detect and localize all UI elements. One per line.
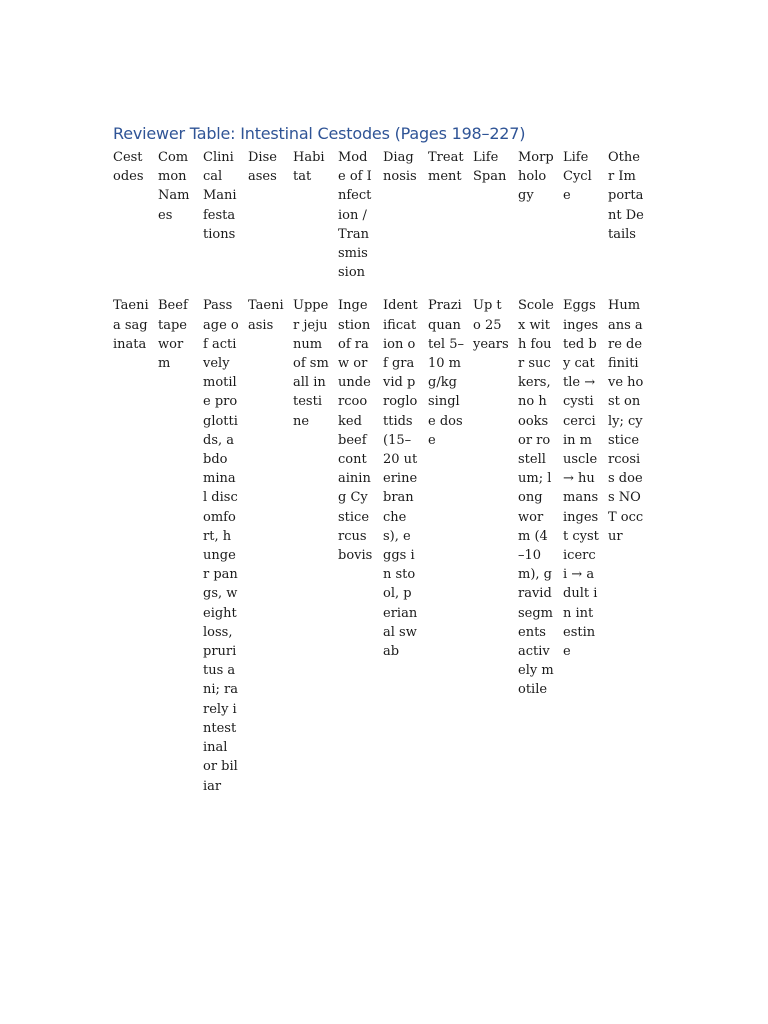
cell-life-cycle: Eggs ingested by cattle → cysticerci in muscle → humans ingest cysticerci → adult in intestine xyxy=(563,298,599,660)
cell-cestode-name: Taenia saginata xyxy=(113,298,149,352)
header-life-cycle: Life Cycle xyxy=(563,150,592,204)
header-life-span: Life Span xyxy=(473,150,507,185)
table-header-row xyxy=(108,146,648,294)
header-diagnosis: Diagnosis xyxy=(383,150,417,185)
cell-diagnosis: Identification of gravid proglottids (15–20 uterine branches), eggs in stool, perianal swab xyxy=(383,298,418,660)
header-habitat: Habitat xyxy=(293,150,325,185)
header-mode-of-infection: Mode of Infection / Transmission xyxy=(338,150,372,281)
header-treatment: Treatment xyxy=(428,150,464,185)
page-title: Reviewer Table: Intestinal Cestodes (Pages 198–227) xyxy=(113,124,526,143)
cell-habitat: Upper jejunum of small intestine xyxy=(293,298,329,429)
header-cestodes: Cestodes xyxy=(113,150,144,185)
table-row xyxy=(108,294,648,795)
reviewer-table xyxy=(108,146,648,796)
cell-disease: Taeniasis xyxy=(248,298,284,333)
cell-common-name: Beef tapeworm xyxy=(158,298,188,372)
header-common-names: Common Names xyxy=(158,150,190,223)
header-clinical-manifestations: Clinical Manifestations xyxy=(203,150,237,242)
cell-morphology: Scolex with four suckers, no hooks or rostellum; long worm (4–10 m), gravid segments actively motile xyxy=(518,298,554,698)
cell-mode-of-infection: Ingestion of raw or undercooked beef containing Cysticercus bovis xyxy=(338,298,373,564)
cell-life-span: Up to 25 years xyxy=(473,298,509,352)
header-other-details: Other Important Details xyxy=(608,150,644,242)
header-diseases: Diseases xyxy=(248,150,277,185)
cell-other-details: Humans are definitive host only; cysticercosis does NOT occur xyxy=(608,298,644,544)
cell-treatment: Praziquantel 5–10 mg/kg single dose xyxy=(428,298,464,448)
header-morphology: Morphology xyxy=(518,150,554,204)
cell-clinical-manifestations: Passage of actively motile proglottids, abdominal discomfort, hunger pangs, weight loss, pruritus ani; rarely intestinal or biliar xyxy=(203,298,239,794)
